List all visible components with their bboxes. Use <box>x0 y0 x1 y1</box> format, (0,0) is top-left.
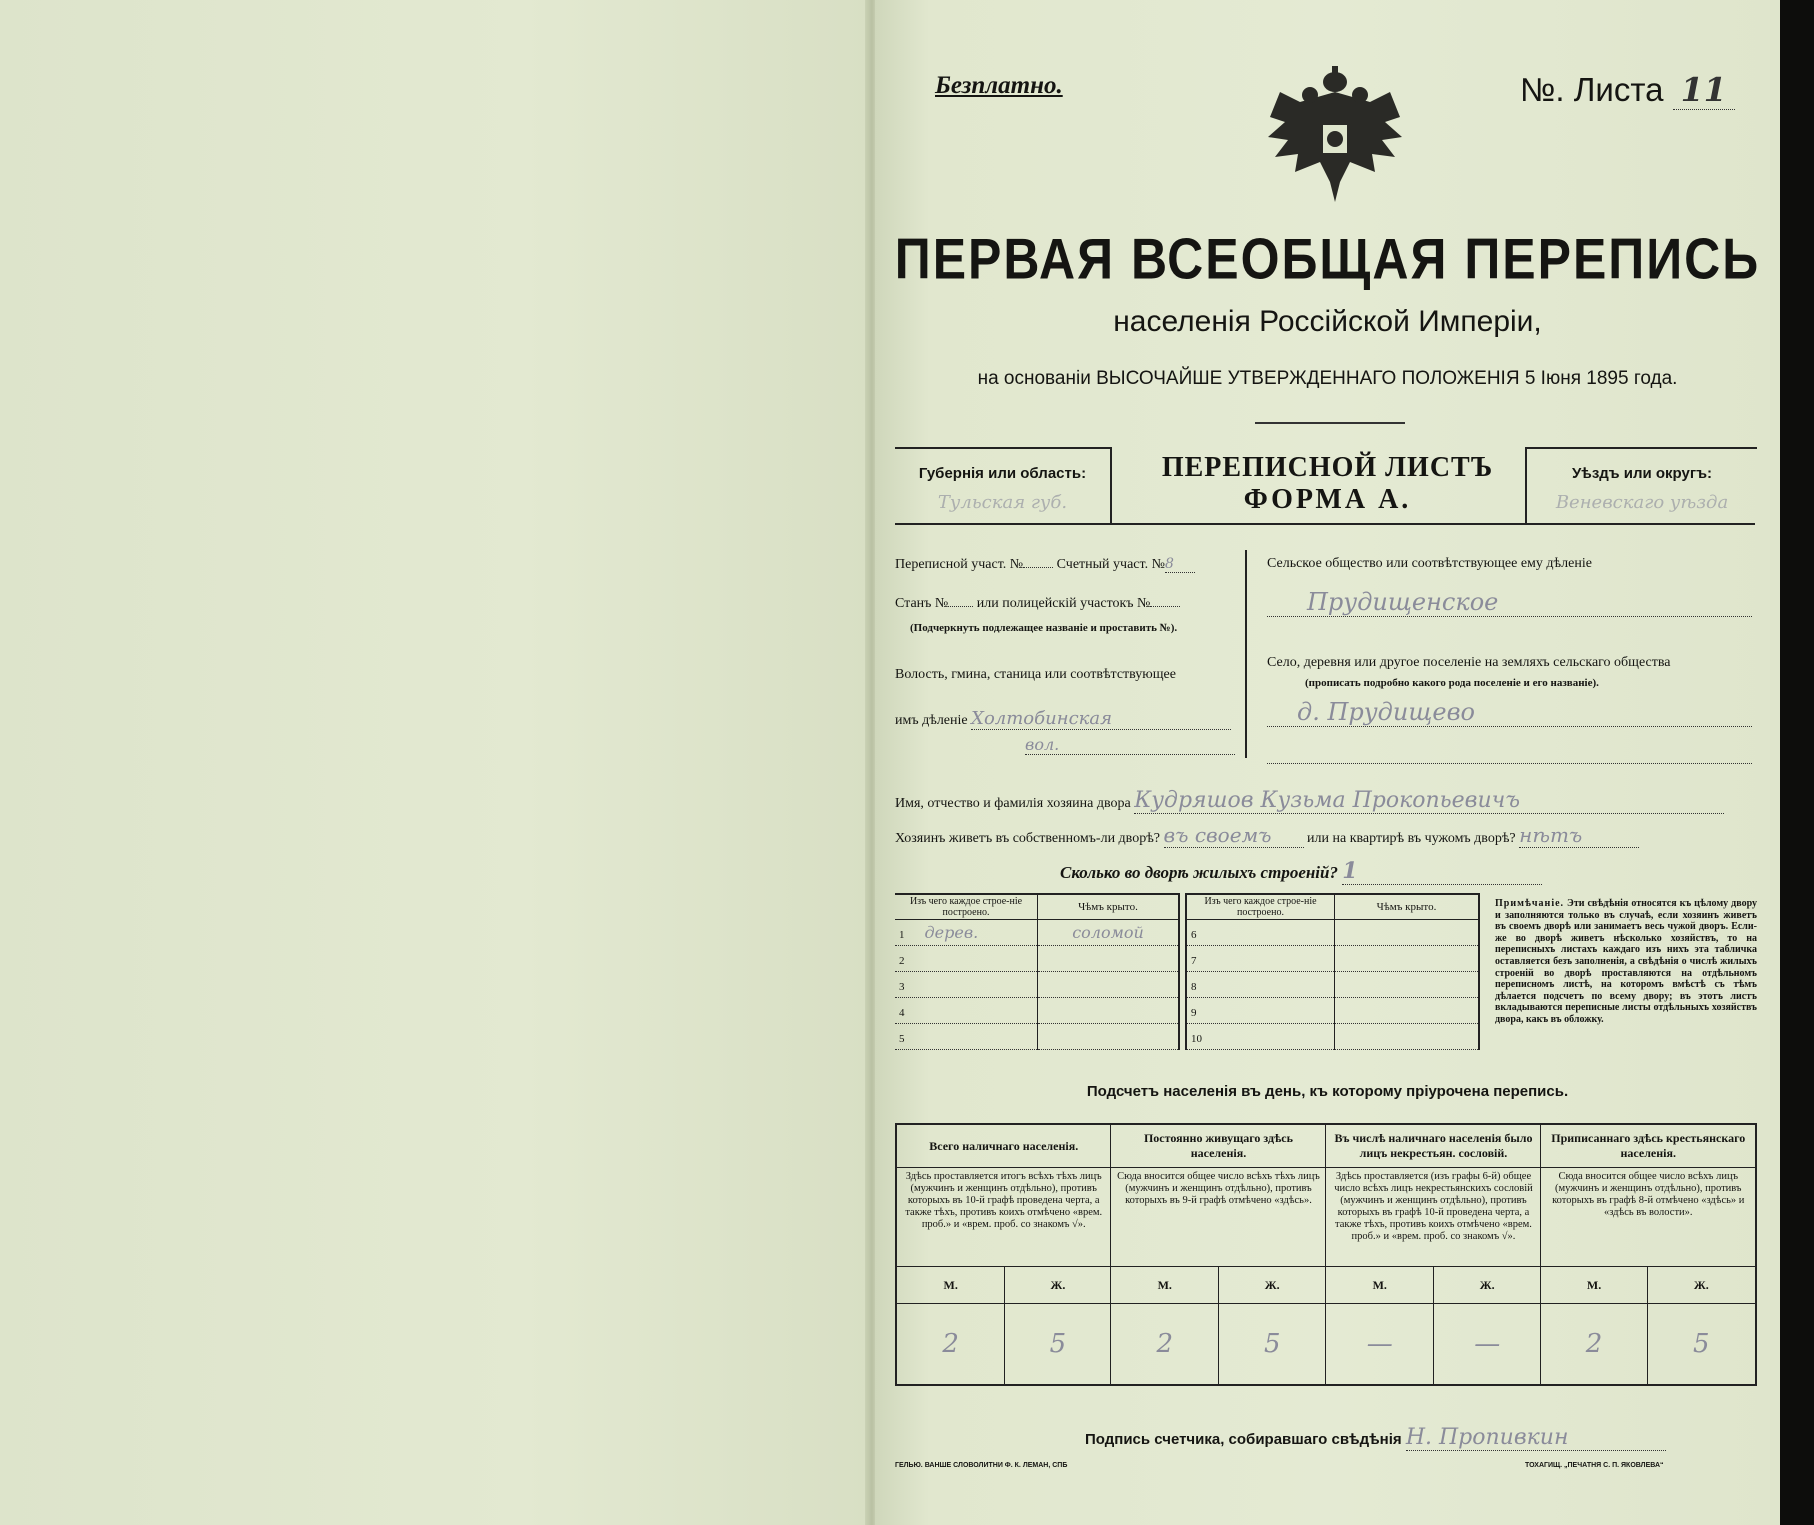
note-heading: Примѣчаніе. <box>1495 898 1565 909</box>
buildings-table-left <box>895 893 1180 1050</box>
building-roof <box>1335 946 1480 972</box>
building-roof <box>1335 972 1480 998</box>
building-roof <box>1335 1024 1480 1050</box>
summary-heading: Подсчетъ населенія въ день, къ которому пріурочена перепись. <box>1086 1083 1569 1100</box>
left-page-blank <box>0 0 873 1525</box>
building-row <box>1186 972 1479 998</box>
village-label: Село, деревня или другое поселеніе на земляхъ сельскаго общества <box>1267 655 1671 670</box>
summary-column-title: Въ числѣ наличнаго населенія было лицъ некрестьян. сословій. <box>1326 1124 1541 1168</box>
building-row <box>1186 920 1479 946</box>
building-number: 1 <box>899 929 905 941</box>
uezd-value: Веневскаго уѣзда <box>1555 492 1729 513</box>
summary-table <box>895 1123 1757 1386</box>
sheet-number-label <box>1520 70 1735 109</box>
male-count: — <box>1326 1304 1434 1386</box>
village-extra-line <box>1267 763 1752 764</box>
building-material-cell <box>1186 972 1335 998</box>
rent-label: или на квартирѣ въ чужомъ дворѣ? <box>1307 831 1516 846</box>
stan-label: Станъ № <box>895 596 949 611</box>
signature-line <box>1085 1425 1666 1451</box>
building-roof <box>1038 998 1180 1024</box>
male-count: 2 <box>1541 1304 1647 1386</box>
building-roof <box>1335 998 1480 1024</box>
footer-left: ГЕЛЬЮ. ВАНШЕ СЛОВОЛИТНИ Ф. К. ЛЕМАН, СПБ <box>895 1462 1068 1469</box>
col-roof-header-2: Чѣмъ крыто. <box>1335 894 1480 920</box>
building-material-cell <box>1186 998 1335 1024</box>
lives-value: въ своемъ <box>1164 823 1304 848</box>
building-roof <box>1038 972 1180 998</box>
building-material-cell <box>895 998 1038 1024</box>
building-material-cell <box>1186 1024 1335 1050</box>
form-rule <box>895 523 1755 525</box>
building-number: 7 <box>1191 955 1197 967</box>
owner-line <box>895 788 1755 814</box>
buildings-line <box>1060 858 1542 885</box>
building-material-cell <box>895 946 1038 972</box>
building-roof <box>1335 920 1480 946</box>
lives-label: Хозяинъ живетъ въ собственномъ-ли дворѣ? <box>895 831 1161 846</box>
female-header: Ж. <box>1218 1267 1326 1304</box>
field-divider <box>1245 550 1247 758</box>
gubernia-box <box>895 447 1112 524</box>
female-count: 5 <box>1647 1304 1756 1386</box>
building-material-cell <box>895 1024 1038 1050</box>
summary-column-title: Всего наличнаго населенія. <box>896 1124 1111 1168</box>
male-header: М. <box>896 1267 1005 1304</box>
male-count: 2 <box>896 1304 1005 1386</box>
building-row <box>895 998 1179 1024</box>
female-count: — <box>1433 1304 1541 1386</box>
male-count: 2 <box>1111 1304 1219 1386</box>
buildings-label: Сколько во дворѣ жилыхъ строеній? <box>1060 863 1338 882</box>
rent-value: нѣтъ <box>1519 823 1639 848</box>
building-roof: соломой <box>1038 920 1180 946</box>
village-note: (прописать подробно какого рода поселеніе и его названіе). <box>1305 677 1599 689</box>
col-material-header: Изъ чего каждое строе-ніе построено. <box>895 894 1038 920</box>
building-row <box>1186 998 1479 1024</box>
buildings-value: 1 <box>1342 858 1542 885</box>
building-row <box>1186 1024 1479 1050</box>
counting-district-value: 8 <box>1165 556 1195 573</box>
police-label: или полицейскій участокъ № <box>976 596 1151 611</box>
volost-label-2: имъ дѣленіе <box>895 713 968 728</box>
society-value: Прудищенское <box>1267 588 1752 617</box>
summary-column-desc: Здѣсь проставляется итогъ всѣхъ тѣхъ лицъ (мужчинъ и женщинъ отдѣльно), противъ которыхъ въ 10-й графѣ проведена черта, а также тѣхъ, противъ коихъ отмѣчено «врем. проб.» и «врем. проб. со знакомъ √». <box>896 1168 1111 1267</box>
main-title: ПЕРВАЯ ВСЕОБЩАЯ ПЕРЕПИСЬ <box>894 226 1761 292</box>
gubernia-label: Губернія или область: <box>918 465 1087 482</box>
ornament-divider <box>1255 422 1405 424</box>
summary-column-desc: Сюда вносится общее число всѣхъ тѣхъ лицъ (мужчинъ и женщинъ отдѣльно), противъ которыхъ въ 9-й графѣ отмѣчено «здѣсь». <box>1111 1168 1326 1267</box>
volost-line <box>895 708 1240 730</box>
signature-label: Подпись счетчика, собиравшаго свѣдѣнія <box>1085 1431 1402 1448</box>
building-number: 4 <box>899 1007 905 1019</box>
society-label: Сельское общество или соотвѣтствующее ему дѣленіе <box>1267 556 1592 571</box>
building-number: 2 <box>899 955 905 967</box>
subtitle: населенія Россійской Имперіи, <box>1113 305 1542 338</box>
building-material-cell <box>895 972 1038 998</box>
note-block <box>1495 898 1757 1026</box>
census-form-page <box>875 0 1780 1525</box>
female-count: 5 <box>1005 1304 1111 1386</box>
summary-column-title: Приписаннаго здѣсь крестьянскаго населенія. <box>1541 1124 1756 1168</box>
summary-column-desc: Здѣсь проставляется (изъ графы 6-й) общее число всѣхъ лицъ некрестьянскихъ сословій (мужчинъ и женщинъ отдѣльно), противъ которыхъ въ графѣ 10-й проведена черта, а также тѣхъ, противъ коихъ отмѣчено «врем. проб.» и «врем. проб. со знакомъ √». <box>1326 1168 1541 1267</box>
counting-district-label: Счетный участ. № <box>1056 557 1165 572</box>
buildings-table <box>895 893 1482 1053</box>
building-number: 9 <box>1191 1007 1197 1019</box>
building-row <box>895 946 1179 972</box>
owner-label: Имя, отчество и фамилія хозяина двора <box>895 796 1131 811</box>
building-roof <box>1038 1024 1180 1050</box>
building-row <box>895 1024 1179 1050</box>
imperial-eagle-emblem <box>1260 62 1410 212</box>
building-number: 5 <box>899 1033 905 1045</box>
lives-line <box>895 823 1755 848</box>
female-header: Ж. <box>1433 1267 1541 1304</box>
building-row <box>1186 946 1479 972</box>
building-number: 10 <box>1191 1033 1202 1045</box>
male-header: М. <box>1541 1267 1647 1304</box>
building-material-cell <box>895 920 1038 946</box>
summary-column-desc: Сюда вносится общее число всѣхъ лицъ (мужчинъ и женщинъ отдѣльно), противъ которыхъ въ графѣ 8-й отмѣчено «здѣсь» и «здѣсь въ волости». <box>1541 1168 1756 1267</box>
uezd-box <box>1525 447 1757 524</box>
male-header: М. <box>1111 1267 1219 1304</box>
census-district-label: Переписной участ. № <box>895 557 1024 572</box>
volost-value-2: вол. <box>1025 735 1235 755</box>
building-number: 8 <box>1191 981 1197 993</box>
building-material: дерев. <box>924 923 979 942</box>
owner-value: Кудряшов Кузьма Прокопьевичъ <box>1134 788 1724 814</box>
gubernia-value: Тульская губ. <box>937 492 1068 513</box>
note-text: Эти свѣдѣнія относятся къ цѣлому двору и заполняются только въ случаѣ, если хозяинъ живетъ въ своемъ дворѣ или занимаетъ весь чужой дворъ. Если-же во дворѣ живетъ нѣсколько хозяйствъ, то на переписныхъ листахъ каждаго изъ нихъ эта табличка оставляется безъ заполненія, а свѣдѣнія о числѣ жилыхъ строеній во дворѣ проставляются на отдѣльномъ переписномъ листѣ, на которомъ вмѣстѣ съ тѣмъ дѣлается подсчетъ по всему двору; въ этотъ листъ вкладываются переписные листы отдѣльныхъ хозяйствъ двора, какъ въ обложку. <box>1495 898 1757 1025</box>
buildings-table-right <box>1185 893 1480 1050</box>
footer-right: ТОХАГИЩ. „ПЕЧАТНЯ С. П. ЯКОВЛЕВА“ <box>1525 1462 1664 1469</box>
form-title-block <box>1115 452 1540 516</box>
uezd-label: Уѣздъ или округъ: <box>1571 465 1713 482</box>
legal-basis: на основаніи ВЫСОЧАЙШЕ УТВЕРЖДЕННАГО ПОЛОЖЕНІЯ 5 Іюня 1895 года. <box>977 368 1678 389</box>
free-label: Безплатно. <box>935 72 1063 99</box>
village-value: д. Прудищево <box>1267 698 1752 727</box>
form-title: ПЕРЕПИСНОЙ ЛИСТЪ <box>1161 452 1494 483</box>
volost-value: Холтобинская <box>971 708 1231 730</box>
female-header: Ж. <box>1647 1267 1756 1304</box>
signature-value: Н. Пропивкин <box>1406 1425 1666 1451</box>
building-roof <box>1038 946 1180 972</box>
building-row <box>895 972 1179 998</box>
building-number: 6 <box>1191 929 1197 941</box>
col-material-header-2: Изъ чего каждое строе-ніе построено. <box>1186 894 1335 920</box>
sheet-number-value: 11 <box>1673 70 1735 110</box>
male-header: М. <box>1326 1267 1434 1304</box>
building-material-cell <box>1186 946 1335 972</box>
col-roof-header: Чѣмъ крыто. <box>1038 894 1180 920</box>
female-header: Ж. <box>1005 1267 1111 1304</box>
form-subtitle: ФОРМА А. <box>1243 484 1412 515</box>
summary-column-title: Постоянно живущаго здѣсь населенія. <box>1111 1124 1326 1168</box>
underline-note: (Подчеркнуть подлежащее названіе и проставить №). <box>910 622 1178 634</box>
stan-line <box>895 596 1180 612</box>
building-material-cell <box>1186 920 1335 946</box>
district-line <box>895 556 1195 573</box>
sheet-number-text: №. Листа <box>1520 71 1664 108</box>
volost-label: Волость, гмина, станица или соотвѣтствующее <box>895 667 1176 682</box>
building-row <box>895 920 1179 946</box>
building-number: 3 <box>899 981 905 993</box>
female-count: 5 <box>1218 1304 1326 1386</box>
